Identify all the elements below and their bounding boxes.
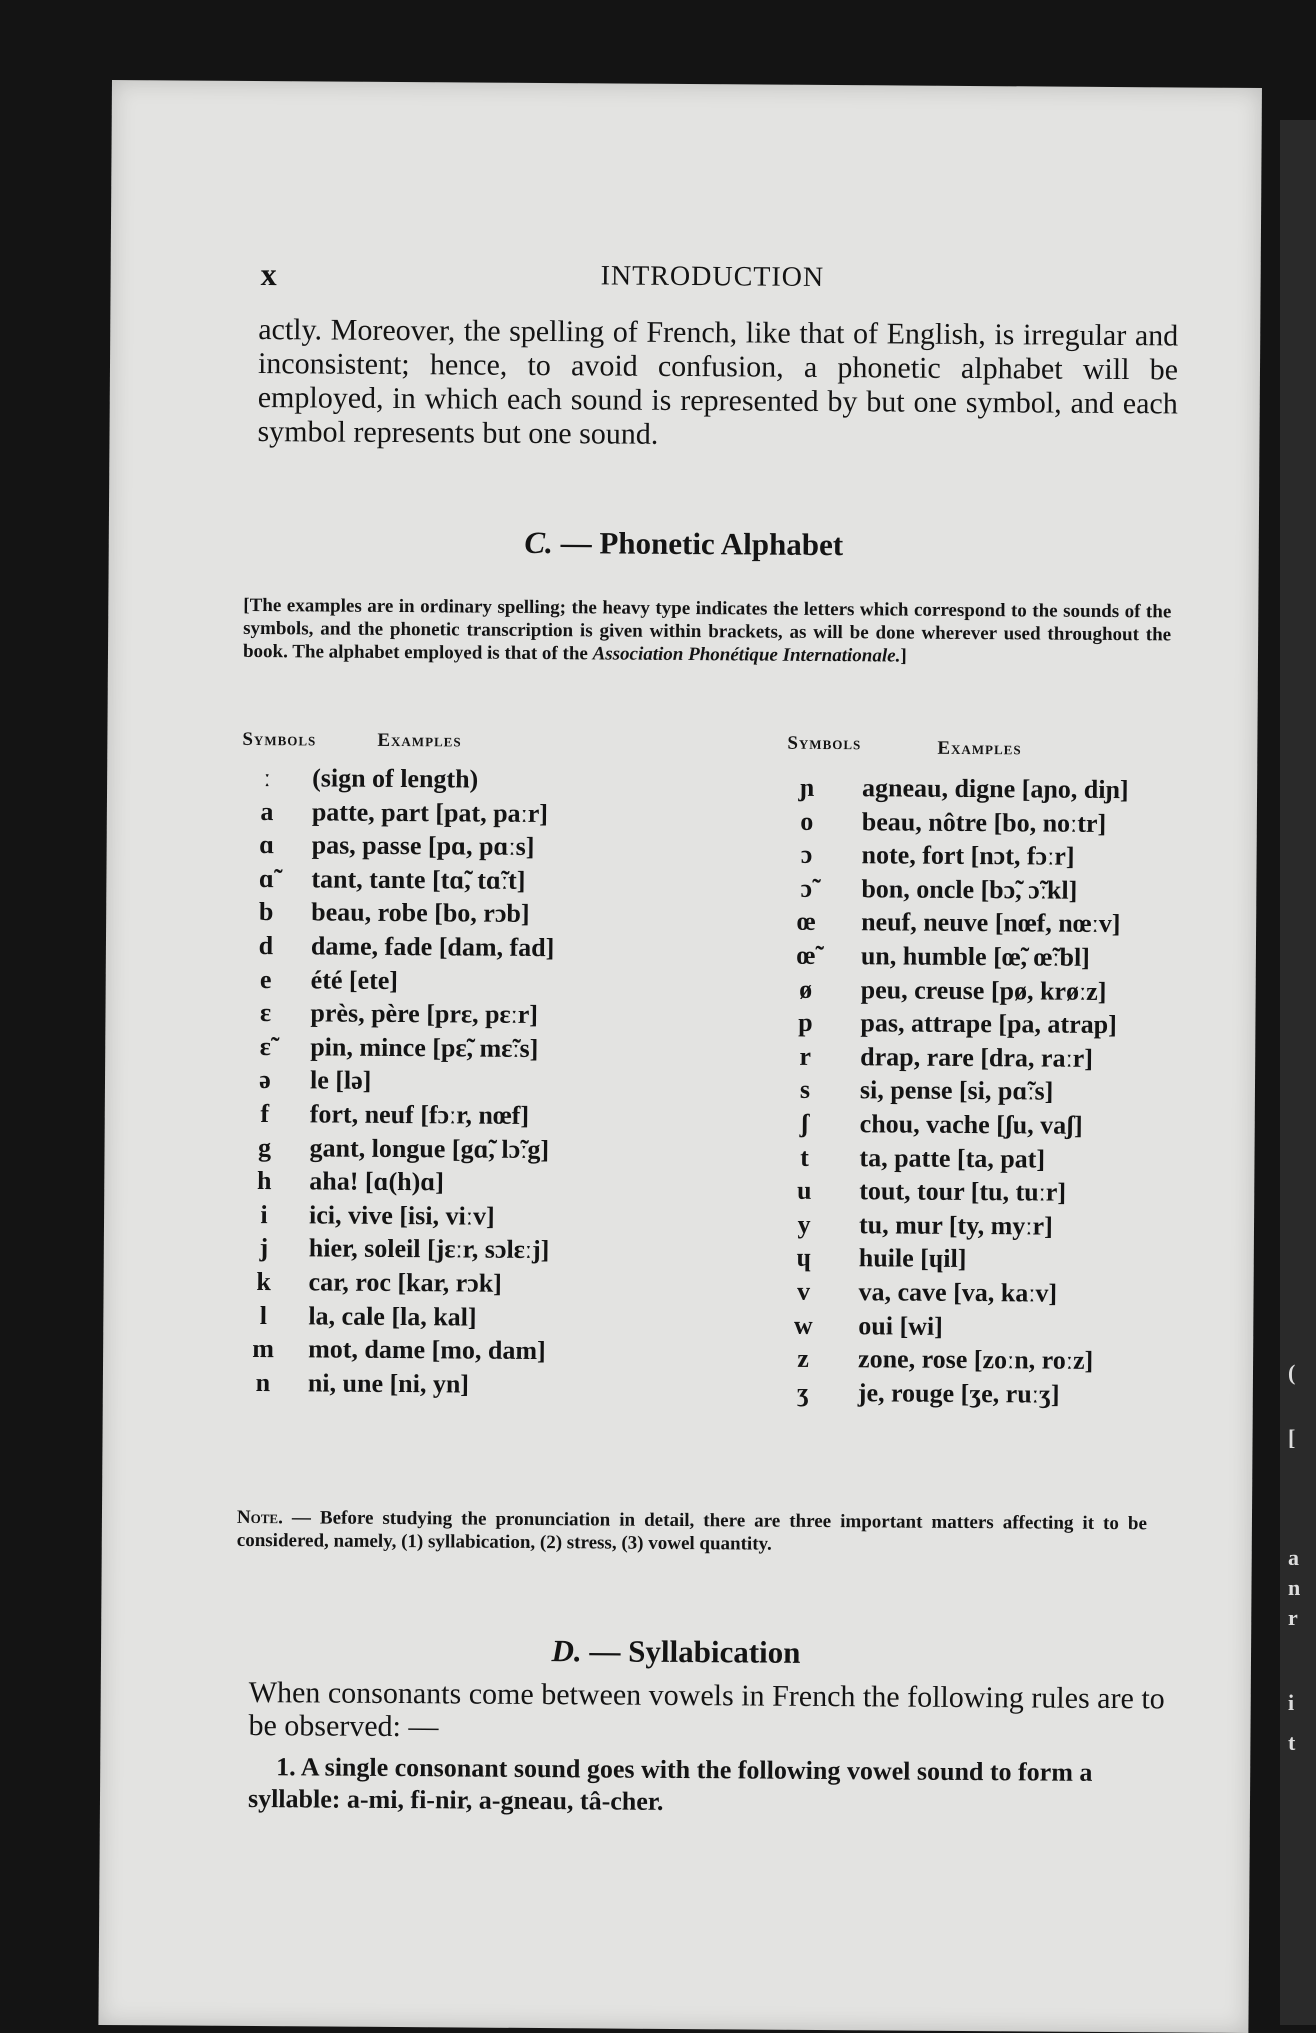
right-row [785, 1075, 1205, 1112]
phonetic-symbol: ː [263, 763, 271, 793]
phonetic-symbol: k [256, 1266, 271, 1297]
phonetic-symbol: ɲ [799, 772, 815, 802]
bracket-note-italic: Association Phonétique Internationale. [592, 643, 901, 667]
edge-fragment: a [1288, 1545, 1299, 1570]
left-symbol-table [243, 763, 707, 1404]
right-row [786, 874, 1206, 911]
syllabication-rule-1: 1. A single consonant sound goes with the following vowel sound to form a syllable: a-mi, fi-nir, a-gneau, tâ-cher. [247, 1752, 1093, 1816]
phonetic-symbol: v [796, 1276, 811, 1306]
example-words: la, cale [la, kal] [308, 1300, 477, 1332]
example-words: été [ete] [310, 964, 399, 995]
phonetic-symbol: ʃ [800, 1108, 809, 1138]
example-words: je, rouge [ʒe, ruːʒ] [857, 1377, 1060, 1409]
right-row [783, 1310, 1203, 1347]
right-row [787, 806, 1207, 843]
example-words: ta, patte [ta, pat] [859, 1142, 1046, 1174]
phonetic-symbol: œ [796, 907, 816, 937]
phonetic-symbol: l [259, 1300, 268, 1330]
next-page-edge [1280, 120, 1316, 2025]
example-words: peu, creuse [pø, krøːz] [860, 974, 1107, 1006]
section-c-heading [109, 522, 1259, 566]
section-d-title: — Syllabication [589, 1633, 801, 1670]
phonetic-symbol: s [799, 1075, 811, 1105]
phonetic-symbol: ɛ [259, 998, 272, 1028]
phonetic-symbol: u [796, 1175, 812, 1206]
example-words: beau, nôtre [bo, noːtr] [861, 806, 1107, 838]
example-words: beau, robe [bo, rɔb] [311, 897, 530, 929]
left-row [247, 797, 707, 834]
example-words: gant, longue [gɑ̃, lɔ̃ːg] [309, 1132, 550, 1164]
left-row [244, 1233, 704, 1270]
right-row [784, 1209, 1204, 1246]
right-row [784, 1142, 1204, 1179]
phonetic-symbol: ɛ̃ [259, 1031, 271, 1061]
left-row [243, 1368, 703, 1405]
right-row [785, 1008, 1205, 1045]
left-row [246, 965, 706, 1002]
edge-fragment: [ [1288, 1425, 1296, 1450]
phonetic-symbol: d [258, 931, 274, 961]
left-row [244, 1132, 704, 1169]
example-words: hier, soleil [jɛːr, sɔlɛːj] [308, 1233, 550, 1265]
example-words: pin, mince [pɛ̃, mɛ̃ːs] [310, 1032, 539, 1063]
phonetic-symbol: f [260, 1098, 270, 1129]
example-words: un, humble [œ̃, œ̃ːbl] [860, 941, 1091, 972]
edge-fragment: t [1288, 1730, 1296, 1755]
page-header [110, 255, 1260, 303]
left-row [244, 1200, 704, 1237]
example-words: dame, fade [dam, fad] [310, 931, 555, 963]
phonetic-symbol: t [800, 1142, 809, 1172]
page-number: x [260, 256, 277, 293]
section-c-title: — Phonetic Alphabet [560, 525, 844, 563]
phonetic-symbol: o [800, 806, 814, 836]
note-label: Note. [236, 1506, 283, 1529]
example-words: note, fort [nɔt, fɔːr] [861, 840, 1075, 871]
phonetic-symbol: m [252, 1334, 275, 1364]
right-row [786, 974, 1206, 1011]
left-row [247, 763, 707, 800]
note-text: — Before studying the pronunciation in detail, there are three important matters affecting it to be considered, namely, (1) syllabication, (2) stress, (3) vowel quantity. [236, 1507, 1148, 1555]
right-examples-header: Examples [937, 737, 1022, 760]
phonetic-symbol: n [255, 1367, 271, 1397]
left-row [245, 1099, 705, 1136]
bracket-note-text: [The examples are in ordinary spelling; the heavy type indicates the letters which correspond to the sounds of the symbols, and the phonetic transcription is given within brackets, as will be done wherever used throughout the book. The alphabet employed is that of the [242, 594, 1172, 665]
right-row [786, 941, 1206, 978]
right-row [785, 1041, 1205, 1078]
left-examples-header: Examples [377, 729, 462, 752]
example-words: si, pense [si, pɑ̃ːs] [859, 1075, 1054, 1106]
example-words: tant, tante [tɑ̃, tɑ̃ːt] [311, 864, 526, 895]
edge-fragment: n [1288, 1575, 1301, 1600]
phonetic-symbol: j [259, 1233, 269, 1263]
right-symbols-header: Symbols [787, 732, 862, 755]
phonetic-symbol: ɔ̃ [800, 873, 813, 903]
phonetic-symbol: a [260, 796, 274, 826]
left-row [243, 1334, 703, 1371]
right-row [783, 1377, 1203, 1414]
edge-fragment: ( [1288, 1360, 1296, 1385]
phonetic-symbol: e [259, 964, 272, 994]
example-words: car, roc [kar, rɔk] [308, 1267, 502, 1298]
phonetic-symbol: ɑ [259, 830, 275, 860]
left-row [244, 1166, 704, 1203]
running-title: INTRODUCTION [600, 260, 825, 293]
example-words: huile [ɥil] [858, 1243, 967, 1274]
example-words: drap, rare [dra, raːr] [860, 1041, 1094, 1073]
edge-fragment: r [1288, 1605, 1298, 1630]
right-symbol-table [783, 773, 1207, 1414]
phonetic-symbol: w [793, 1310, 813, 1340]
syllabication-intro: When consonants come between vowels in French the following rules are to be observed: — [248, 1675, 1165, 1744]
left-row [246, 864, 706, 901]
right-row [786, 840, 1206, 877]
intro-paragraph: actly. Moreover, the spelling of French, like that of English, is irregular and inconsistent; hence, to avoid confusion, a phonetic alphabet will be employed, in which each sound is represented by but one symbol, and each symbol represents but one sound. [257, 313, 1179, 451]
note-paragraph [237, 1506, 1147, 1558]
phonetic-symbol: g [257, 1132, 272, 1162]
left-row [246, 897, 706, 934]
phonetic-symbol: œ̃ [796, 940, 816, 970]
example-words: fort, neuf [fɔːr, nœf] [309, 1099, 530, 1130]
left-row [243, 1267, 703, 1304]
right-row [787, 773, 1207, 810]
phonetic-symbol: ɥ [796, 1243, 812, 1273]
example-words: près, père [prɛ, pɛːr] [310, 998, 539, 1030]
phonetic-symbol: h [256, 1166, 272, 1196]
phonetic-symbol: ɑ̃ [258, 863, 274, 893]
section-d-heading [101, 1630, 1251, 1674]
left-row [245, 998, 705, 1035]
example-words: tout, tour [tu, tuːr] [859, 1176, 1067, 1207]
phonetic-symbol: y [797, 1209, 811, 1239]
example-words: oui [wi] [858, 1310, 943, 1341]
example-words: va, cave [va, kaːv] [858, 1277, 1058, 1308]
right-row [783, 1344, 1203, 1381]
phonetic-symbol: ə [259, 1065, 271, 1095]
edge-fragment: i [1288, 1690, 1295, 1715]
phonetic-symbol: ɔ [800, 840, 813, 870]
example-words: le [lə] [309, 1065, 372, 1096]
left-symbols-header: Symbols [242, 728, 317, 751]
example-words: pas, passe [pɑ, pɑːs] [311, 830, 535, 862]
example-words: pas, attrape [pa, atrap] [860, 1008, 1117, 1040]
section-c-letter: C. [524, 524, 554, 561]
left-row [243, 1300, 703, 1337]
phonetic-symbol: p [798, 1007, 813, 1038]
right-row [783, 1277, 1203, 1314]
phonetic-symbol: b [258, 897, 274, 927]
example-words: aha! [ɑ(h)ɑ] [309, 1166, 445, 1197]
book-page [98, 80, 1262, 2033]
phonetic-symbol: i [260, 1199, 268, 1229]
phonetic-symbol: ʒ [796, 1377, 809, 1407]
right-row [784, 1243, 1204, 1280]
right-row [786, 907, 1206, 944]
phonetic-symbol: ø [799, 974, 813, 1004]
example-words: neuf, neuve [nœf, nœːv] [861, 907, 1121, 939]
right-row [785, 1109, 1205, 1146]
example-words: ici, vive [isi, viːv] [308, 1200, 495, 1231]
example-words: (sign of length) [312, 763, 479, 794]
left-row [246, 931, 706, 968]
example-words: bon, oncle [bɔ̃, ɔ̃ːkl] [861, 874, 1078, 905]
section-d-letter: D. [551, 1633, 582, 1669]
left-row [245, 1065, 705, 1102]
phonetic-symbol: r [799, 1041, 812, 1071]
example-words: patte, part [pat, paːr] [311, 797, 549, 828]
phonetic-symbol: z [797, 1343, 809, 1373]
left-row [245, 1032, 705, 1069]
bracket-note-end: ] [900, 645, 907, 667]
example-words: agneau, digne [aɲo, diɲ] [861, 773, 1129, 805]
left-row [247, 830, 707, 867]
example-words: tu, mur [ty, myːr] [858, 1209, 1053, 1241]
example-words: zone, rose [zoːn, roːz] [857, 1344, 1094, 1375]
example-words: mot, dame [mo, dam] [308, 1334, 546, 1366]
bracket-note [243, 594, 1171, 669]
right-row [784, 1176, 1204, 1213]
example-words: chou, vache [ʃu, vaʃ] [859, 1109, 1083, 1140]
example-words: ni, une [ni, yn] [307, 1368, 470, 1399]
